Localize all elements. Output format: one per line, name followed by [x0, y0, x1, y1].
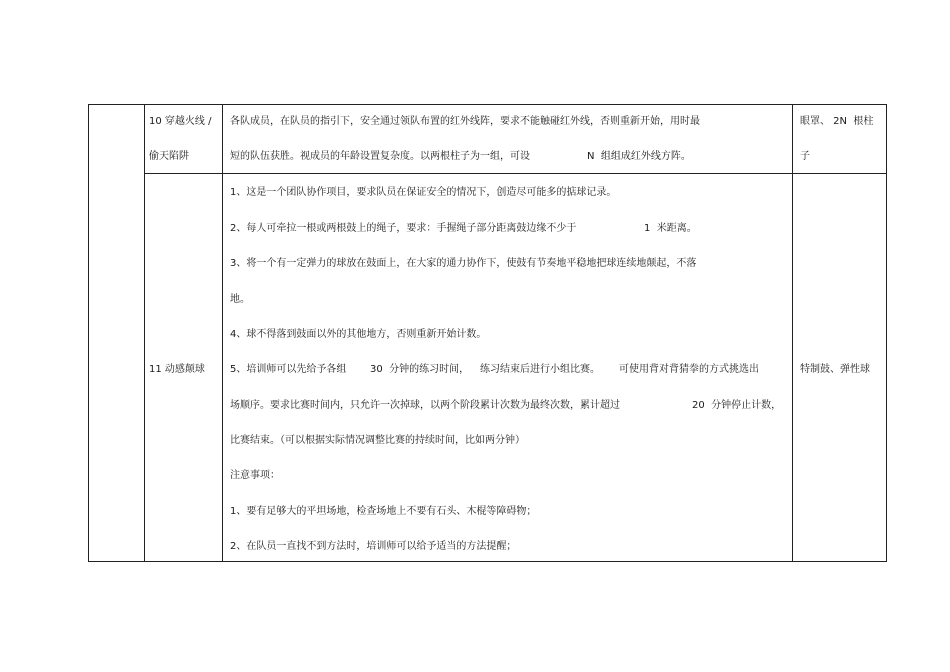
item-name: 10 穿越火线 / — [149, 116, 212, 127]
table-top-border — [88, 104, 887, 105]
content-text: 4、球不得落到鼓面以外的其他地方，否则重新开始计数。 — [230, 329, 487, 340]
equipment-text: 眼罩、 2N 根柱 — [800, 116, 874, 127]
content-text: 练习结束后进行小组比赛。 — [480, 364, 600, 375]
content-text: 场顺序。要求比赛时间内，只允许一次掉球，以两个阶段累计次数为最终次数，累计超过 — [230, 400, 620, 411]
content-text: 30 分钟的练习时间， — [370, 364, 470, 375]
col-border-2 — [222, 104, 223, 562]
content-text: 各队成员，在队员的指引下，安全通过领队布置的红外线阵，要求不能触碰红外线，否则重新开始，用时最 — [230, 116, 700, 127]
table-bottom-border — [88, 561, 887, 562]
content-text: 1 米距离。 — [644, 223, 697, 234]
item-name: 偷天陷阱 — [149, 151, 189, 162]
content-text: N 组组成红外线方阵。 — [587, 151, 691, 162]
equipment-text: 子 — [800, 151, 810, 162]
row-divider — [144, 173, 887, 174]
content-text: 比赛结束。（可以根据实际情况调整比赛的持续时间，比如两分钟） — [230, 435, 525, 446]
content-text: 2、在队员一直找不到方法时，培训师可以给予适当的方法提醒； — [230, 541, 517, 552]
col-border-3 — [792, 104, 793, 562]
content-text: 可使用背对背猜拳的方式挑选出 — [619, 364, 759, 375]
content-text: 地。 — [230, 294, 250, 305]
equipment-text: 特制鼓、弹性球 — [800, 364, 870, 375]
col-border-right — [886, 104, 887, 562]
col-border-left — [88, 104, 89, 562]
content-text: 注意事项： — [230, 470, 280, 481]
content-text: 5、培训师可以先给予各组 — [230, 364, 347, 375]
content-text: 1、要有足够大的平坦场地，检查场地上不要有石头、木棍等障碍物； — [230, 506, 537, 517]
content-text: 2、每人可牵拉一根或两根鼓上的绳子，要求：手握绳子部分距离鼓边缘不少于 — [230, 223, 577, 234]
col-border-1 — [144, 104, 145, 562]
item-name: 11 动感颠球 — [149, 364, 205, 375]
content-text: 1、这是一个团队协作项目，要求队员在保证安全的情况下，创造尽可能多的掂球记录。 — [230, 187, 617, 198]
content-text: 3、将一个有一定弹力的球放在鼓面上，在大家的通力协作下，使鼓有节奏地平稳地把球连续地颠起，不落 — [230, 258, 697, 269]
content-text: 短的队伍获胜。视成员的年龄设置复杂度。以两根柱子为一组，可设 — [230, 151, 530, 162]
content-text: 20 分钟停止计数， — [692, 400, 782, 411]
